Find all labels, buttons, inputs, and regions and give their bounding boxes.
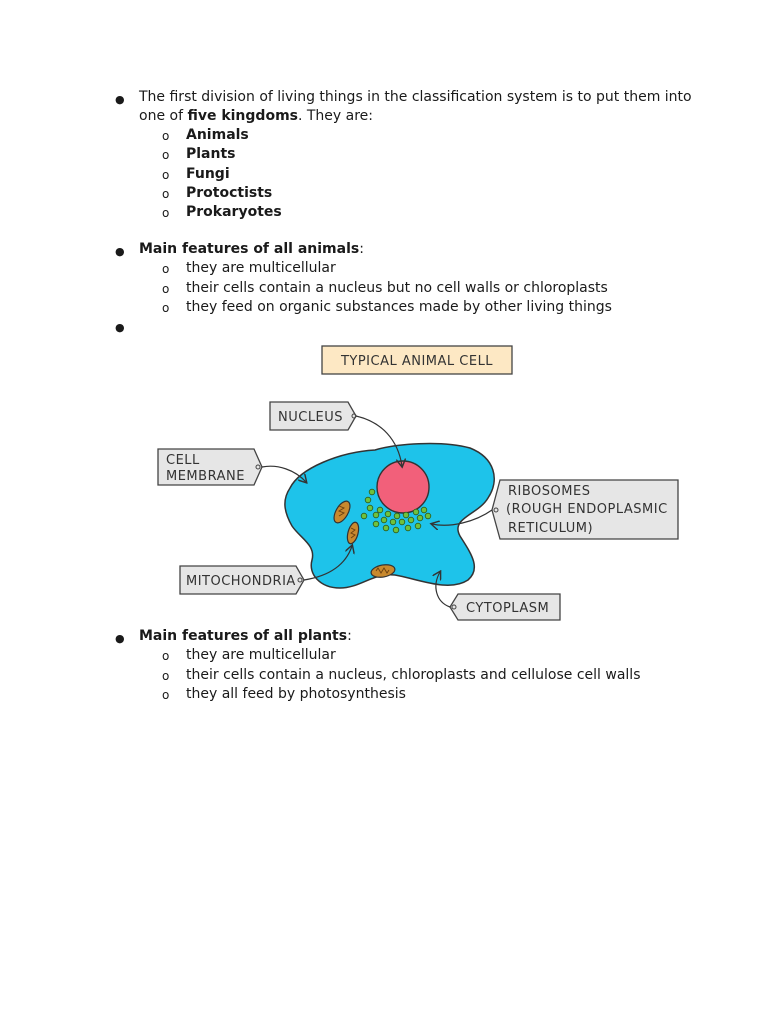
intro-line-1: The first division of living things in the classification system is to put them into [139,89,692,105]
nucleus-label: NUCLEUS [278,410,344,425]
kingdom-item: Plants [186,146,236,162]
kingdom-item: Protoctists [186,185,273,201]
cell-membrane-label-1: CELL [166,453,200,468]
five-kingdoms-text: five kingdoms [187,108,298,124]
animal-feature: they feed on organic substances made by other living things [186,299,612,315]
plant-feature: they all feed by photosynthesis [186,686,406,702]
sub-bullet: o [162,669,170,683]
sub-bullet: o [162,168,170,182]
ribosomes-label-1: RIBOSOMES [508,484,591,499]
intro-pre: one of [139,108,188,124]
animal-feature: they are multicellular [186,260,336,276]
ribosomes-label-2: (ROUGH ENDOPLASMIC [506,502,668,517]
bullet-1: ● [115,93,125,106]
sub-bullet: o [162,148,170,162]
sub-bullet: o [162,129,170,143]
bullet-2: ● [115,245,125,258]
sub-bullet: o [162,206,170,220]
sub-bullet: o [162,301,170,315]
sub-bullet: o [162,262,170,276]
bullet-4: ● [115,632,125,645]
cytoplasm-label: CYTOPLASM [466,601,550,616]
animal-feature: their cells contain a nucleus but no cell walls or chloroplasts [186,280,608,296]
plants-heading: Main features of all plants: [139,628,352,644]
sub-bullet: o [162,282,170,296]
plant-feature: their cells contain a nucleus, chloroplasts and cellulose cell walls [186,667,641,683]
sub-bullet: o [162,688,170,702]
kingdom-item: Prokaryotes [186,204,282,220]
nucleus-shape [377,461,429,513]
kingdom-item: Animals [186,127,249,143]
plant-feature: they are multicellular [186,647,336,663]
intro-line-2 [139,107,373,126]
sub-bullet: o [162,649,170,663]
bullet-3: ● [115,321,125,334]
mitochondria-label: MITOCHONDRIA [186,574,296,589]
ribosomes-label-3: RETICULUM) [508,521,594,536]
animal-cell-diagram [150,340,690,630]
sub-bullet: o [162,187,170,201]
intro-post: . They are: [297,108,374,124]
cell-membrane-label-2: MEMBRANE [166,469,245,484]
kingdom-item: Fungi [186,166,230,182]
animals-heading: Main features of all animals: [139,241,364,257]
diagram-title: TYPICAL ANIMAL CELL [340,354,494,369]
